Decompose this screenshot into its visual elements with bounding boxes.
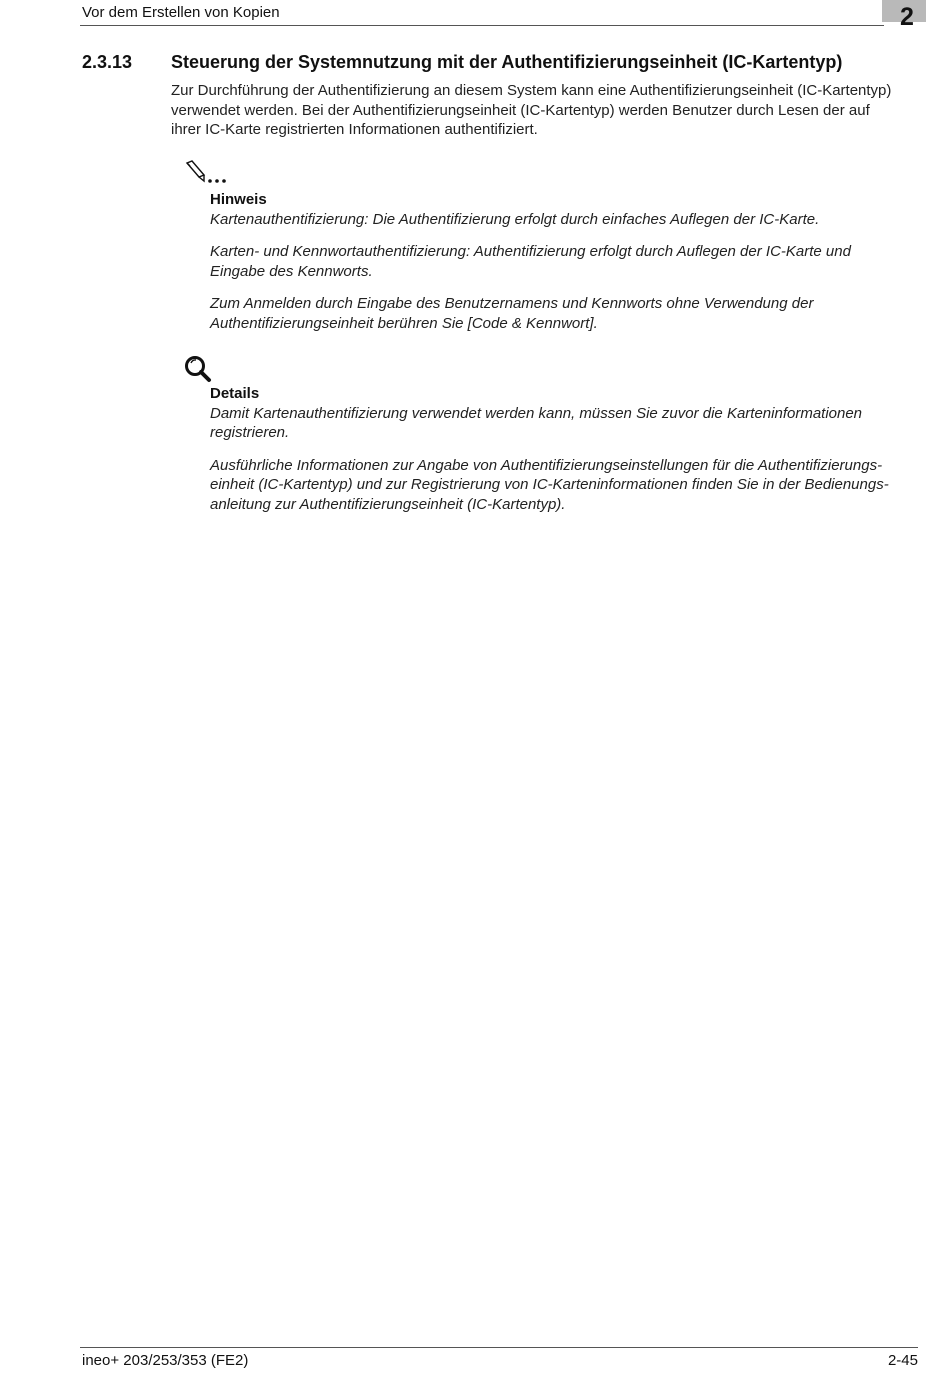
details-line: registrieren.: [210, 424, 290, 441]
note-label: Hinweis: [210, 191, 267, 208]
footer-divider: [80, 1347, 918, 1348]
details-line: Ausführliche Informationen zur Angabe von Authentifizierungseinstellungen für die Authentifizierungs-: [210, 456, 883, 474]
details-paragraph: [210, 404, 926, 443]
page-number: 2-45: [887, 1352, 918, 1369]
intro-paragraph: [171, 81, 926, 140]
chapter-number: 2: [900, 3, 914, 31]
note-line: Authentifizierungseinheit berühren Sie [Code & Kennwort].: [210, 314, 598, 332]
intro-line: ihrer IC-Karte registrierten Informationen authentifiziert.: [171, 121, 538, 138]
note-line: Karten- und Kennwortauthentifizierung: Authentifizierung erfolgt durch Auflegen der IC-Karte und: [210, 243, 851, 260]
note-block: [210, 190, 926, 346]
intro-line: Zur Durchführung der Authentifizierung an diesem System kann eine Authentifizierungseinheit (IC-Kartentyp): [171, 82, 892, 99]
details-label: Details: [210, 385, 260, 402]
details-line: anleitung zur Authentifizierungseinheit (IC-Kartentyp).: [210, 495, 566, 513]
details-paragraph: [210, 456, 926, 515]
running-header: Vor dem Erstellen von Kopien: [82, 4, 280, 21]
note-paragraph: [210, 294, 926, 333]
details-block: [210, 384, 926, 527]
note-line: Eingabe des Kennworts.: [210, 262, 373, 280]
section-number: 2.3.13: [82, 52, 133, 72]
section-title: Steuerung der Systemnutzung mit der Authentifizierungseinheit (IC-Kartentyp): [171, 52, 843, 72]
details-line: einheit (IC-Kartentyp) und zur Registrierung von IC-Karteninformationen finden Sie in der Bedienungs-: [210, 476, 889, 493]
note-line: Kartenauthentifizierung: Die Authentifizierung erfolgt durch einfaches Auflegen der IC-Karte.: [210, 210, 820, 228]
details-line: Damit Kartenauthentifizierung verwendet werden kann, müssen Sie zuvor die Karteninformationen: [210, 404, 863, 422]
magnifier-icon: [184, 355, 212, 383]
note-paragraph: [210, 242, 926, 281]
pencil-note-icon: [184, 160, 234, 188]
section-heading: [82, 52, 932, 73]
note-paragraph: [210, 210, 926, 230]
header-divider: [80, 25, 884, 26]
intro-line: verwendet werden. Bei der Authentifizierungseinheit (IC-Kartentyp) werden Benutzer durch Lesen der auf: [171, 101, 870, 119]
note-line: Zum Anmelden durch Eingabe des Benutzernamens und Kennworts ohne Verwendung der: [210, 295, 814, 312]
product-name: ineo+ 203/253/353 (FE2): [82, 1352, 249, 1369]
